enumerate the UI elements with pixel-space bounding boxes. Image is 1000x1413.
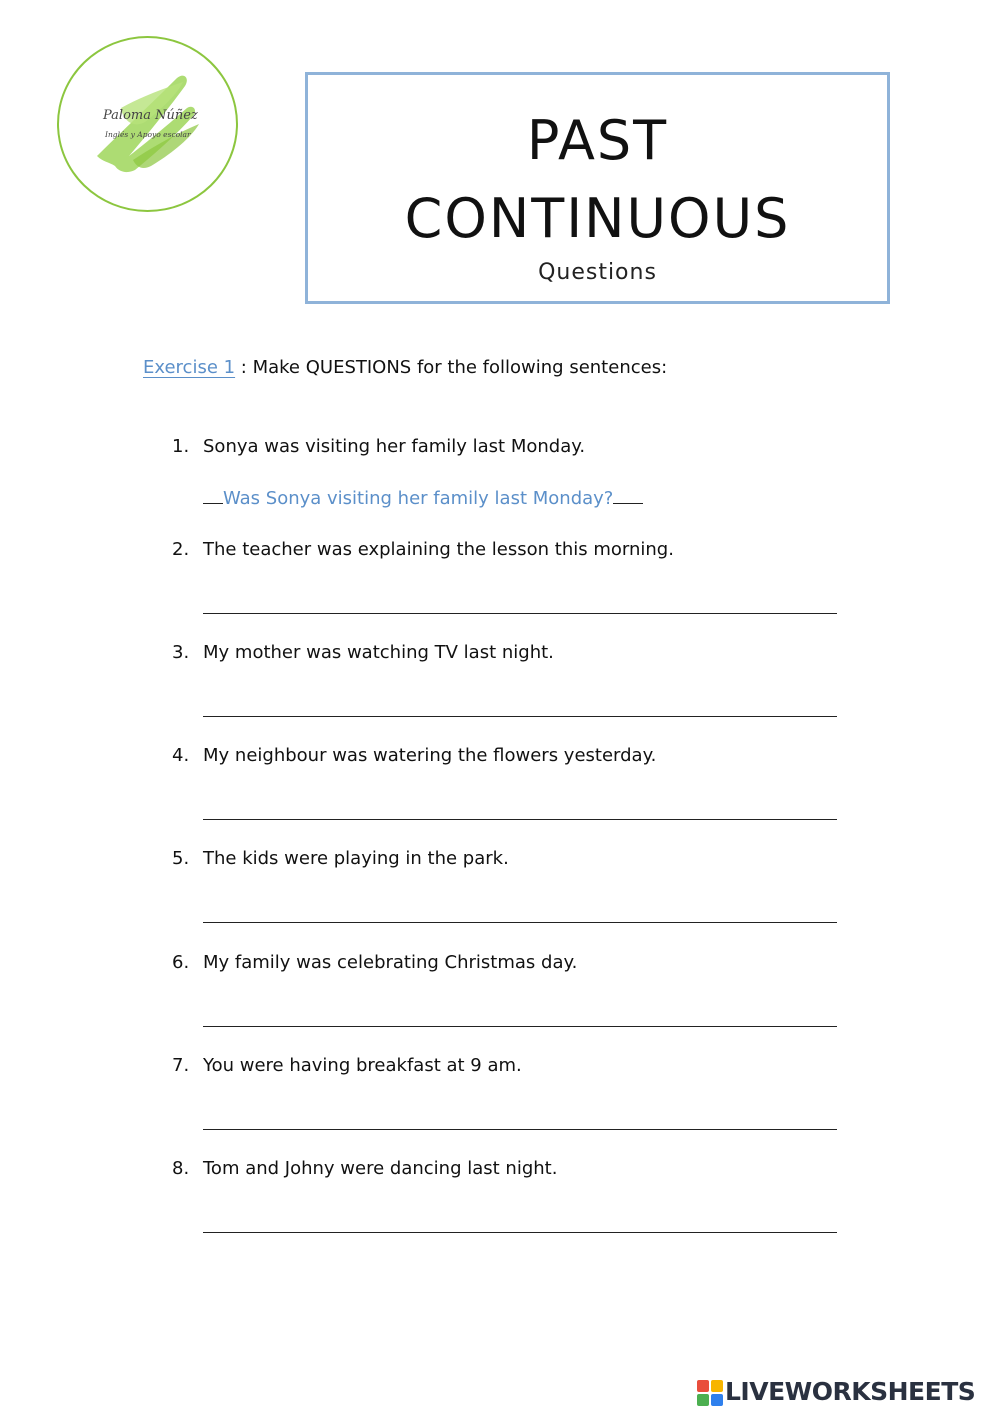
page-subtitle: Questions: [538, 260, 657, 285]
answer-line: [203, 922, 837, 923]
item-number: 1.: [172, 436, 190, 457]
item-sentence: Sonya was visiting her family last Monday.: [203, 436, 586, 457]
item-number: 5.: [172, 848, 190, 869]
example-answer: [203, 485, 643, 512]
page-title-line-2: CONTINUOUS: [404, 187, 791, 250]
answer-field-2[interactable]: [203, 588, 837, 614]
logo-name: Paloma Núñez: [103, 108, 198, 123]
answer-line: [203, 1129, 837, 1130]
answer-field-4[interactable]: [203, 794, 837, 820]
item-sentence: My mother was watching TV last night.: [203, 642, 554, 663]
page-title-line-1: PAST: [526, 109, 669, 172]
item-number: 3.: [172, 642, 190, 663]
item-sentence: The kids were playing in the park.: [203, 848, 509, 869]
answer-line: [203, 1026, 837, 1027]
brand-logo: [57, 36, 238, 212]
exercise-label: Exercise 1: [143, 357, 236, 378]
item-number: 2.: [172, 539, 190, 560]
item-number: 8.: [172, 1158, 190, 1179]
brand-name: LIVEWORKSHEETS: [725, 1377, 976, 1406]
item-sentence: The teacher was explaining the lesson this morning.: [203, 539, 674, 560]
example-answer-text: Was Sonya visiting her family last Monday?: [223, 488, 614, 509]
item-number: 7.: [172, 1055, 190, 1076]
question-item-1: [172, 434, 585, 460]
question-item-3: [172, 640, 554, 666]
answer-field-6[interactable]: [203, 1001, 837, 1027]
answer-field-7[interactable]: [203, 1104, 837, 1130]
answer-blank-prefix: [203, 485, 223, 504]
item-number: 6.: [172, 952, 190, 973]
item-sentence: You were having breakfast at 9 am.: [203, 1055, 522, 1076]
question-item-2: [172, 537, 674, 563]
answer-field-3[interactable]: [203, 691, 837, 717]
item-sentence: Tom and Johny were dancing last night.: [203, 1158, 558, 1179]
answer-line: [203, 716, 837, 717]
answer-line: [203, 819, 837, 820]
answer-line: [203, 1232, 837, 1233]
liveworksheets-logo-icon: [697, 1380, 723, 1406]
logo-subtitle: Inglés y Apoyo escolar: [105, 130, 191, 139]
title-box: [305, 72, 890, 304]
answer-field-5[interactable]: [203, 897, 837, 923]
exercise-heading: [143, 355, 667, 381]
answer-line: [203, 613, 837, 614]
question-item-8: [172, 1156, 557, 1182]
exercise-instruction: : Make QUESTIONS for the following sentences:: [235, 357, 668, 378]
item-sentence: My neighbour was watering the flowers yesterday.: [203, 745, 657, 766]
item-number: 4.: [172, 745, 190, 766]
question-item-7: [172, 1053, 522, 1079]
answer-blank-suffix: [613, 485, 643, 504]
item-sentence: My family was celebrating Christmas day.: [203, 952, 578, 973]
answer-field-8[interactable]: [203, 1207, 837, 1233]
question-item-4: [172, 743, 656, 769]
question-item-6: [172, 950, 577, 976]
paint-brush-stroke-icon: [59, 38, 240, 214]
question-item-5: [172, 846, 509, 872]
